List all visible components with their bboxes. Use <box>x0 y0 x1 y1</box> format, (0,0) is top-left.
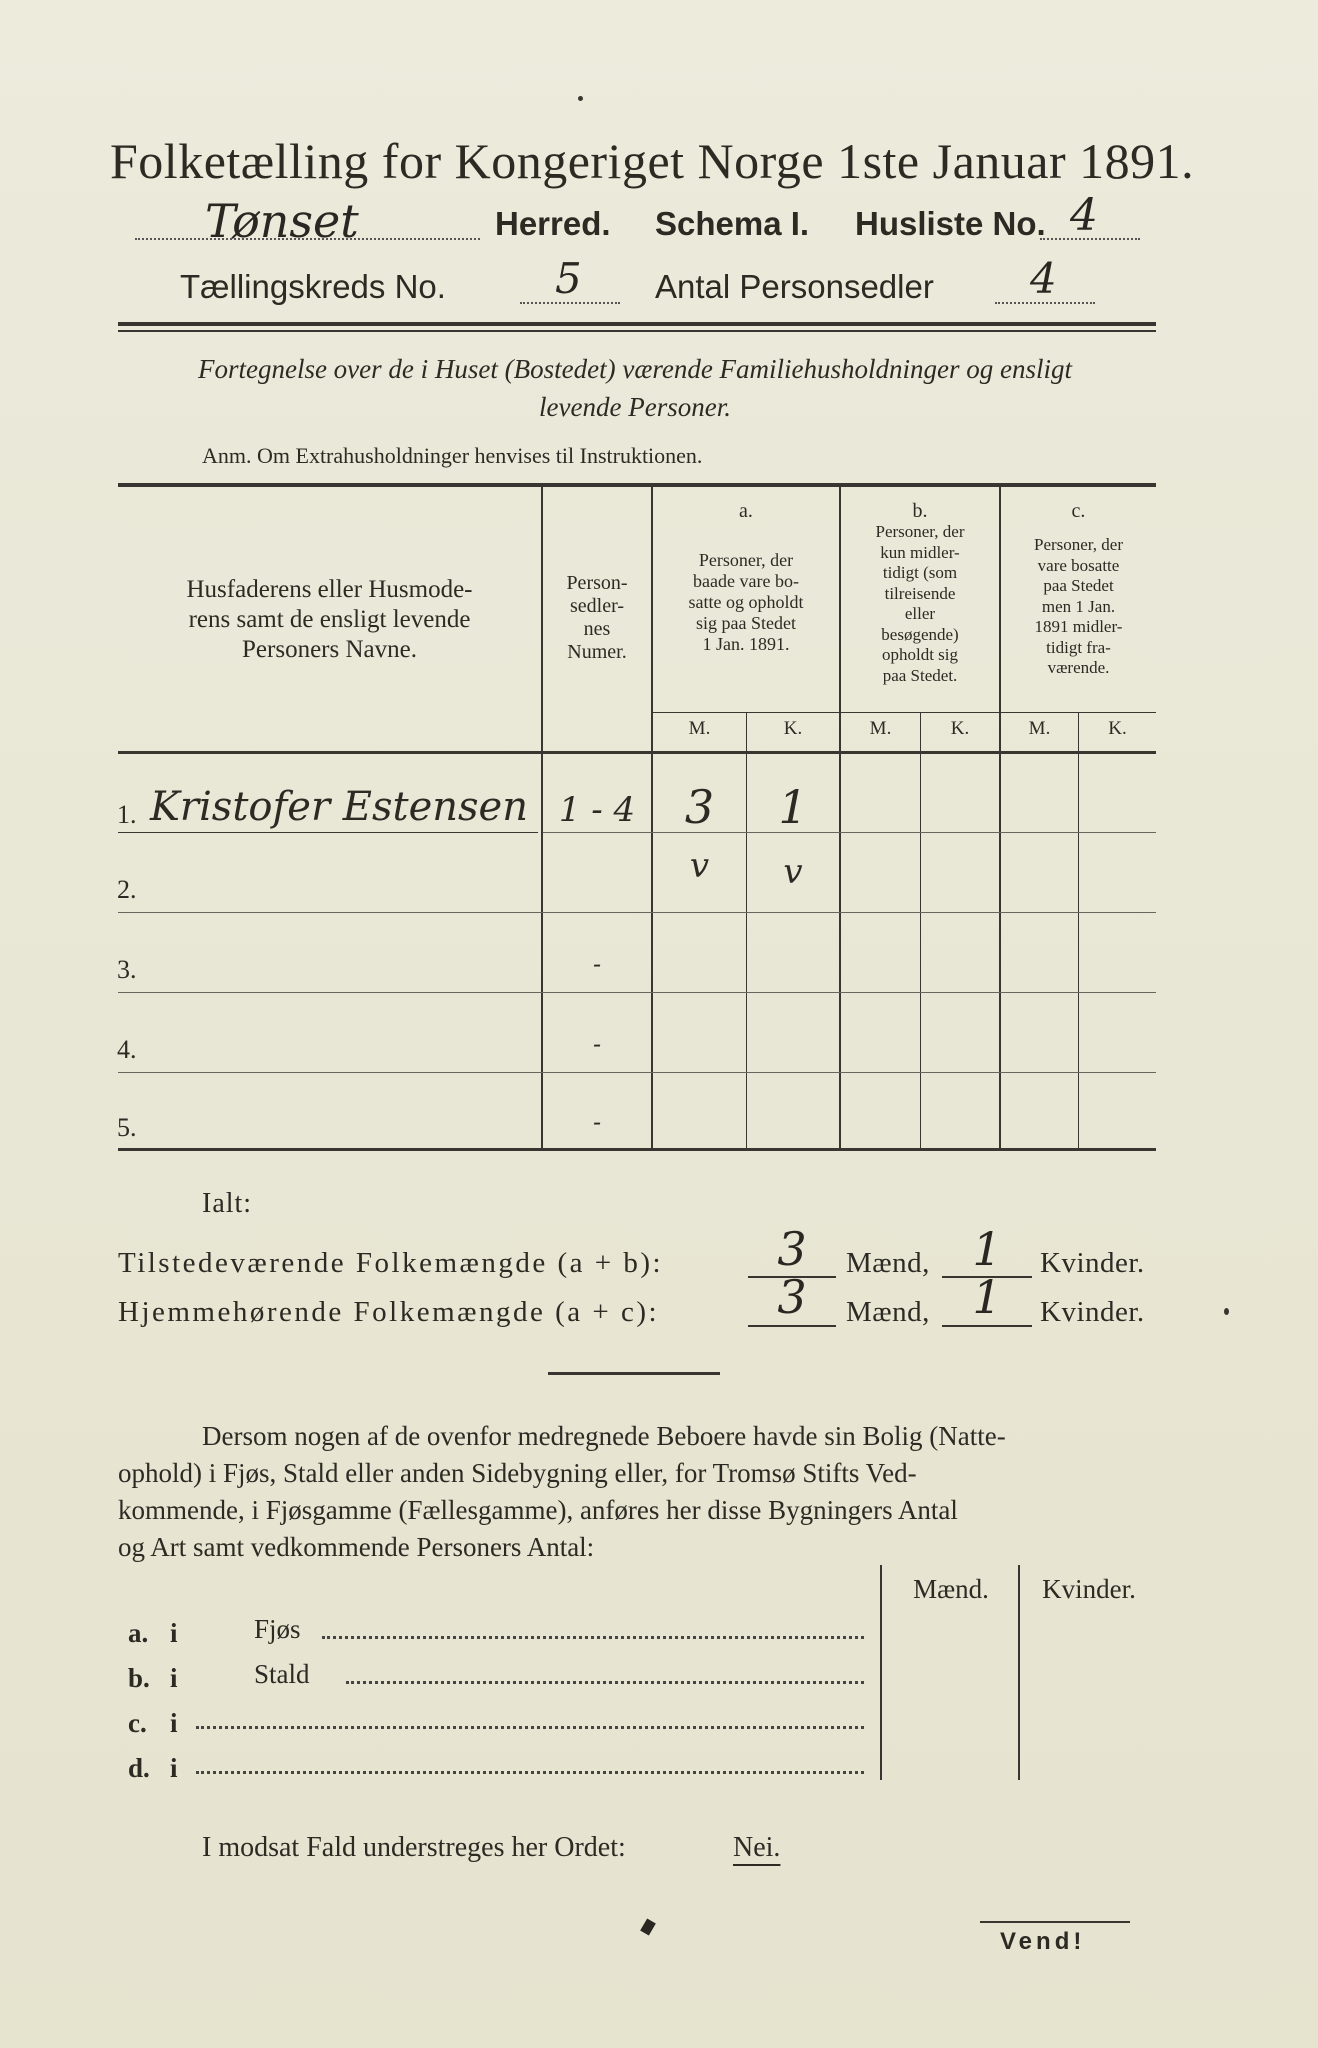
col-num-line-4: Numer. <box>567 641 627 663</box>
row-2-line <box>118 912 1156 913</box>
col-b-line-7: opholdt sig <box>881 645 959 664</box>
bld-a-i: i <box>170 1618 178 1648</box>
c-k-label: K. <box>1108 718 1127 739</box>
mk-top-rule <box>653 712 1156 713</box>
col-num-header <box>543 572 651 664</box>
bld-d-dots <box>196 1771 864 1774</box>
col-c-line-7: værende. <box>1047 658 1110 677</box>
bld-d-letter: d. <box>128 1753 150 1783</box>
para-line-4: og Art samt vedkommende Personers Antal: <box>118 1532 595 1562</box>
c-m-label: M. <box>1028 718 1051 739</box>
col-a-line-5: 1 Jan. 1891. <box>702 634 790 654</box>
b-m-label: M. <box>869 718 892 739</box>
col-a-line-4: sig paa Stedet <box>696 613 796 633</box>
col-name-line-1: Husfaderens eller Husmode- <box>186 576 473 603</box>
hjemme-maend: Mænd, <box>846 1296 930 1328</box>
hjemme-label: Hjemmehørende Folkemængde (a + c): <box>118 1296 660 1328</box>
header-rule <box>118 322 1156 326</box>
bld-a-letter: a. <box>128 1618 149 1648</box>
row-4-sedler: - <box>592 1030 602 1058</box>
bld-b-dots <box>346 1681 864 1684</box>
row-4-line <box>118 1072 1156 1073</box>
row-3-num: 3. <box>117 955 137 984</box>
vline-b-mk <box>920 712 921 1148</box>
col-b-line-6: besøgende) <box>881 624 959 644</box>
buildings-paragraph <box>118 1418 1154 1566</box>
row-1-line-name <box>118 832 538 833</box>
header-rule-thin <box>118 330 1156 332</box>
tilstede-m: 3 <box>777 1222 807 1276</box>
col-a-line-1: Personer, der <box>698 550 794 570</box>
bld-a-label: Fjøs <box>254 1614 301 1644</box>
col-c-letter: c. <box>1071 500 1086 522</box>
vline-c-mk <box>1078 712 1079 1148</box>
col-c-line-6: tidigt fra- <box>1046 637 1111 657</box>
bld-c-letter: c. <box>128 1708 147 1738</box>
modsat-word: Nei. <box>733 1832 781 1863</box>
tilstede-maend: Mænd, <box>846 1247 930 1279</box>
hjemme-k-line <box>942 1325 1032 1327</box>
col-b-header <box>841 522 999 686</box>
bld-b-letter: b. <box>128 1663 150 1693</box>
antal-label: Antal Personsedler <box>655 268 934 305</box>
col-name-line-3: Personers Navne. <box>242 636 417 663</box>
bld-d-i: i <box>170 1753 178 1783</box>
row-1-name: Kristofer Estensen <box>150 784 528 830</box>
col-c-line-1: Personer, der <box>1033 535 1123 554</box>
row-1-a-k: 1 <box>778 780 808 834</box>
bld-b-label: Stald <box>254 1659 310 1689</box>
bld-a-dots <box>322 1636 864 1639</box>
a-k-label: K. <box>783 718 803 739</box>
para-line-2: ophold) i Fjøs, Stald eller anden Sidebygning eller, for Tromsø Stifts Ved- <box>118 1458 917 1488</box>
hjemme-m-line <box>748 1325 836 1327</box>
buildings-vline-2 <box>1018 1565 1020 1780</box>
tilstede-k: 1 <box>972 1222 1002 1276</box>
form-title: Folketælling for Kongeriget Norge 1ste Januar 1891. <box>110 133 1195 189</box>
col-c-line-3: paa Stedet <box>1043 576 1114 595</box>
col-a-letter: a. <box>739 500 753 522</box>
col-c-line-5: 1891 midler- <box>1034 617 1123 636</box>
hjemme-k: 1 <box>972 1270 1002 1324</box>
row-2-a-k: v <box>783 852 803 892</box>
husliste-label: Husliste No. <box>855 205 1046 242</box>
table-bottom-rule <box>118 1148 1156 1151</box>
col-c-line-2: vare bosatte <box>1037 555 1120 575</box>
intro-text <box>110 350 1160 426</box>
tilstede-kvinder: Kvinder. <box>1040 1247 1145 1279</box>
kreds-value: 5 <box>555 254 582 303</box>
col-b-line-4: tilreisende <box>884 583 956 603</box>
kreds-label: Tællingskreds No. <box>180 268 446 305</box>
schema-label: Schema I. <box>655 205 810 242</box>
row-5-num: 5. <box>117 1113 137 1142</box>
col-name-header <box>118 575 541 665</box>
tilstede-label: Tilstedeværende Folkemængde (a + b): <box>118 1247 664 1279</box>
intro-line-2: levende Personer. <box>539 392 731 422</box>
herred-value: Tønset <box>205 194 359 248</box>
row-5-sedler: - <box>592 1108 602 1136</box>
vend-rule <box>980 1921 1130 1923</box>
ink-mark <box>640 1918 656 1935</box>
row-3-sedler: - <box>592 950 602 978</box>
col-b-line-8: paa Stedet. <box>882 665 958 685</box>
row-1-sedler: 1 - 4 <box>558 790 636 830</box>
col-num-line-1: Person- <box>566 572 628 594</box>
ink-speck-right <box>1224 1308 1229 1315</box>
husliste-value: 4 <box>1070 190 1098 241</box>
buildings-kvinder-header: Kvinder. <box>1042 1574 1136 1604</box>
para-line-3: kommende, i Fjøsgamme (Fællesgamme), anføres her disse Bygningers Antal <box>118 1495 958 1525</box>
col-b-line-2: kun midler- <box>880 542 960 562</box>
col-name-line-2: rens samt de ensligt levende <box>188 606 471 633</box>
row-1-num: 1. <box>117 800 137 829</box>
col-c-line-4: men 1 Jan. <box>1041 596 1116 616</box>
bld-b-i: i <box>170 1663 178 1693</box>
hjemme-kvinder: Kvinder. <box>1040 1296 1145 1328</box>
row-2-a-m: v <box>689 846 710 886</box>
antal-value: 4 <box>1030 254 1057 303</box>
buildings-maend-header: Mænd. <box>913 1574 989 1604</box>
ink-speck <box>578 96 583 101</box>
row-4-num: 4. <box>117 1035 137 1064</box>
hjemme-m: 3 <box>777 1270 807 1324</box>
col-a-line-2: baade vare bo- <box>693 571 799 591</box>
col-num-line-3: nes <box>583 618 611 640</box>
ialt-label: Ialt: <box>202 1188 253 1219</box>
vend-label: Vend! <box>1000 1928 1086 1955</box>
buildings-vline-1 <box>880 1565 882 1780</box>
col-a-header <box>653 550 839 655</box>
para-line-1: Dersom nogen af de ovenfor medregnede Beboere havde sin Bolig (Natte- <box>202 1421 1006 1451</box>
vline-a-mk <box>746 712 747 1148</box>
bld-c-dots <box>196 1726 864 1729</box>
bld-c-i: i <box>170 1708 178 1738</box>
row-1-line <box>543 832 1156 833</box>
col-b-letter: b. <box>912 500 928 522</box>
col-b-line-5: eller <box>904 604 936 623</box>
row-2-num: 2. <box>117 875 137 904</box>
col-b-line-3: tidigt (som <box>882 563 958 582</box>
row-1-a-m: 3 <box>684 780 715 834</box>
anm-note: Anm. Om Extrahusholdninger henvises til Instruktionen. <box>202 443 703 468</box>
section-divider <box>548 1372 720 1375</box>
col-c-header <box>1001 535 1156 679</box>
intro-line-1: Fortegnelse over de i Huset (Bostedet) værende Familiehusholdninger og ensligt <box>197 354 1073 384</box>
modsat-label: I modsat Fald understreges her Ordet: <box>202 1832 626 1863</box>
col-b-line-1: Personer, der <box>875 522 965 541</box>
row-3-line <box>118 992 1156 993</box>
col-a-line-3: satte og opholdt <box>688 592 804 612</box>
herred-label: Herred. <box>495 205 611 242</box>
col-num-line-2: sedler- <box>569 595 624 617</box>
a-m-label: M. <box>688 718 711 739</box>
b-k-label: K. <box>950 718 970 739</box>
